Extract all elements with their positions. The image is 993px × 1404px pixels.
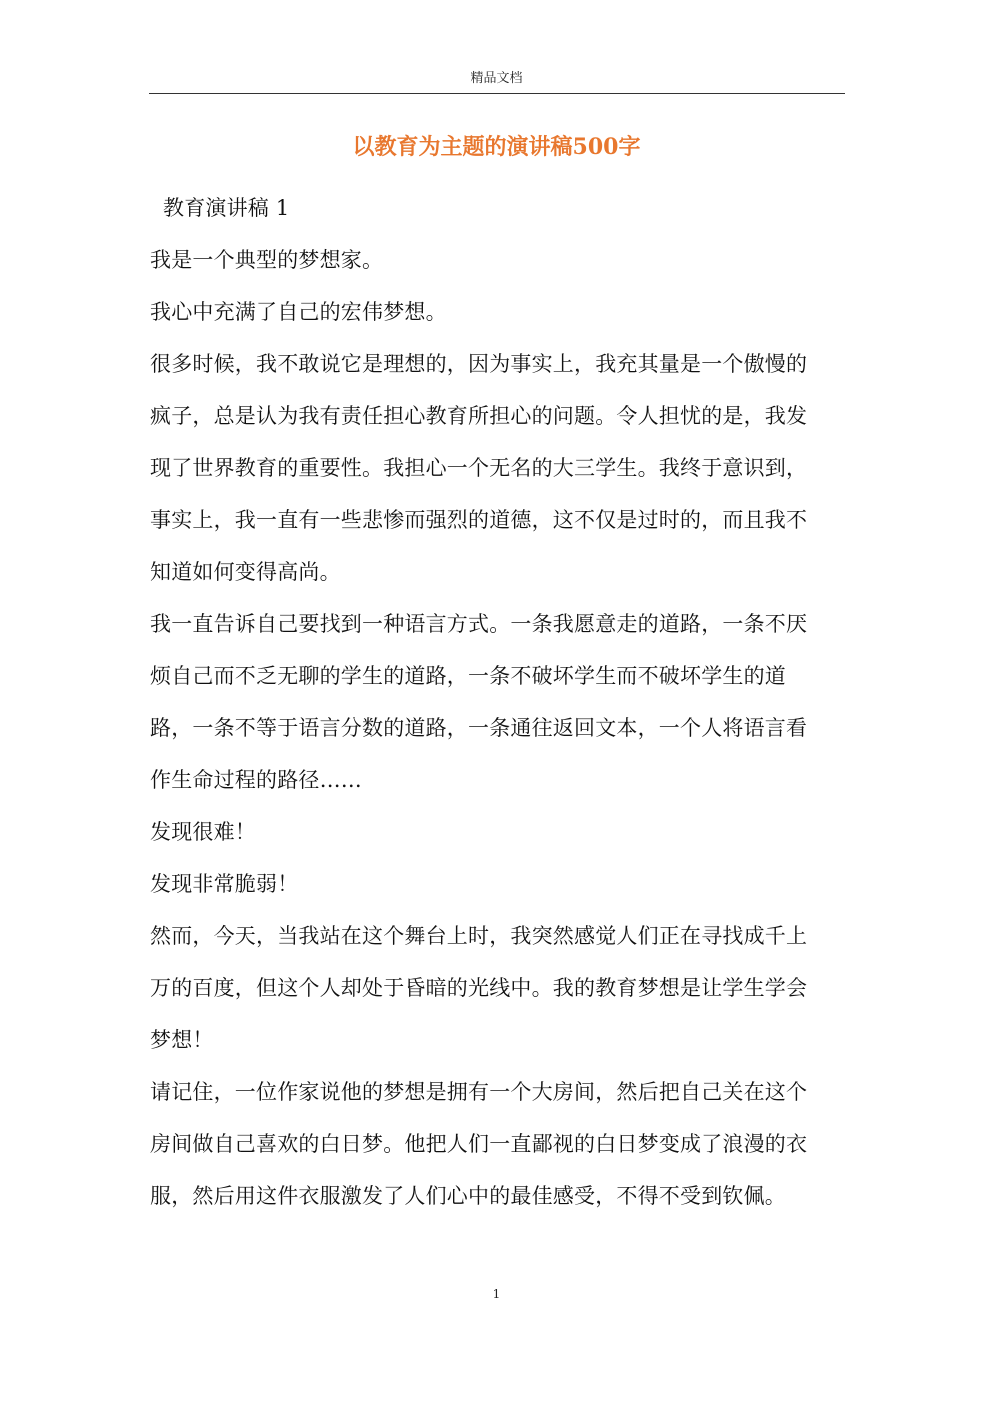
page-number: 1 [492, 1287, 501, 1301]
paragraph: 发现非常脆弱！ [150, 872, 299, 896]
section-subtitle: 教育演讲稿 1 [163, 196, 290, 220]
document-body [150, 182, 822, 1222]
paragraph: 很多时候，我不敢说它是理想的，因为事实上，我充其量是一个傲慢的疯子，总是认为我有责任担心教育所担心的问题。令人担忧的是，我发现了世界教育的重要性。我担心一个无名的大三学生。我终于意识到，事实上，我一直有一些悲惨而强烈的道德，这不仅是过时的，而且我不知道如何变得高尚。 [150, 352, 808, 584]
paragraph: 我一直告诉自己要找到一种语言方式。一条我愿意走的道路，一条不厌烦自己而不乏无聊的学生的道路，一条不破坏学生而不破坏学生的道路，一条不等于语言分数的道路，一条通往返回文本，一个人将语言看作生命过程的路径…… [150, 612, 808, 792]
paragraph: 然而，今天，当我站在这个舞台上时，我突然感觉人们正在寻找成千上万的百度，但这个人却处于昏暗的光线中。我的教育梦想是让学生学会梦想！ [150, 924, 808, 1052]
paragraph: 发现很难！ [150, 820, 256, 844]
document-title: 以教育为主题的演讲稿500字 [352, 134, 641, 160]
paragraph: 我心中充满了自己的宏伟梦想。 [150, 300, 447, 324]
paragraph: 请记住，一位作家说他的梦想是拥有一个大房间，然后把自己关在这个房间做自己喜欢的白日梦。他把人们一直鄙视的白日梦变成了浪漫的衣服，然后用这件衣服激发了人们心中的最佳感受，不得不受到钦佩。 [150, 1080, 808, 1208]
page-header-label: 精品文档 [470, 71, 523, 86]
header-divider [149, 93, 845, 94]
paragraph: 我是一个典型的梦想家。 [150, 248, 384, 272]
